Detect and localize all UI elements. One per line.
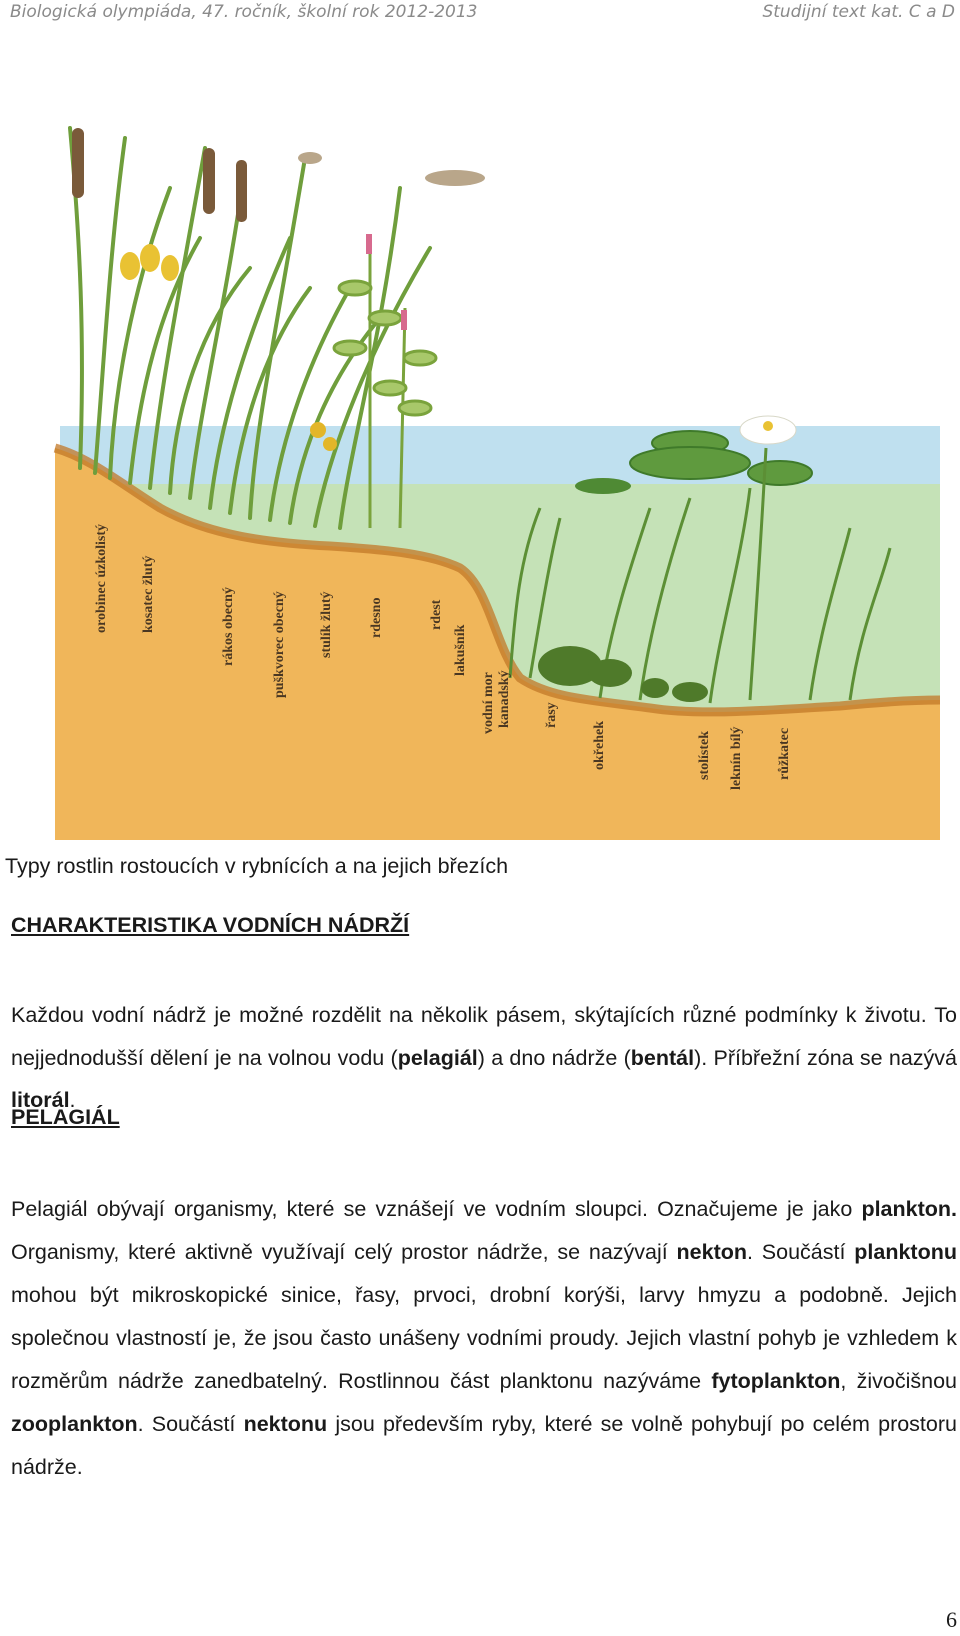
label-rasy: řasy	[544, 702, 559, 728]
label-orobinec: orobinec úzkolistý	[94, 523, 109, 633]
label-okrehek: okřehek	[592, 721, 607, 770]
reed-plume	[425, 170, 485, 186]
paragraph-characteristics: Každou vodní nádrž je možné rozdělit na několik pásem, skýtajících různé podmínky k životu. To nejjednodušší dělení je na volnou vodu (pelagiál) a dno nádrže (bentál). Příbřežní zóna se nazývá litorál.	[11, 1003, 958, 1112]
reed-plume-2	[298, 152, 322, 164]
header-left: Biologická olympiáda, 47. ročník, školní rok 2012-2013	[10, 2, 478, 22]
label-rdesno: rdesno	[369, 597, 384, 638]
label-stulik: stulík žlutý	[319, 591, 334, 658]
label-lakusnik: lakušník	[453, 624, 468, 676]
label-rakos: rákos obecný	[221, 587, 236, 666]
water-lily-flower	[740, 416, 796, 444]
pond-plants-illustration	[50, 88, 950, 840]
label-vodni-mor: vodní mor	[481, 672, 496, 734]
label-ruzkatec: růžkatec	[777, 727, 792, 780]
duckweed	[575, 478, 631, 494]
label-kanadsky: kanadský	[497, 670, 512, 728]
label-kosatec: kosatec žlutý	[141, 555, 156, 633]
section-heading-pelagial: PELAGIÁL	[11, 1105, 120, 1129]
figure-caption: Typy rostlin rostoucích v rybnících a na jejich březích	[5, 854, 509, 878]
label-puskvorec: puškvorec obecný	[272, 591, 287, 698]
paragraph-pelagial: Pelagiál obývají organismy, které se vznášejí ve vodním sloupci. Označujeme je jako plankton. Organismy, které aktivně využívají celý prostor nádrže, se nazývají nekton. Součástí planktonu mohou být mikroskopické sinice, řasy, prvoci, drobní korýši, larvy hmyzu a podobně. Jejich společnou vlastností je, že jsou často unášeny vodními proudy. Jejich vlastní pohyb je vzhledem k rozměrům nádrže zanedbatelný. Rostlinnou část planktonu nazýváme fytoplankton, živočišnou zooplankton. Součástí nektonu jsou především ryby, které se volně pohybují po celém prostoru nádrže.	[11, 1197, 957, 1479]
label-stolistek: stolístek	[697, 731, 712, 780]
label-rdest: rdest	[429, 599, 444, 630]
label-leknin: leknín bílý	[729, 726, 744, 790]
section-heading-characteristics: CHARAKTERISTIKA VODNÍCH NÁDRŽÍ	[11, 913, 410, 937]
page-number: 6	[946, 1607, 957, 1632]
header-right: Studijní text kat. C a D	[762, 2, 955, 22]
